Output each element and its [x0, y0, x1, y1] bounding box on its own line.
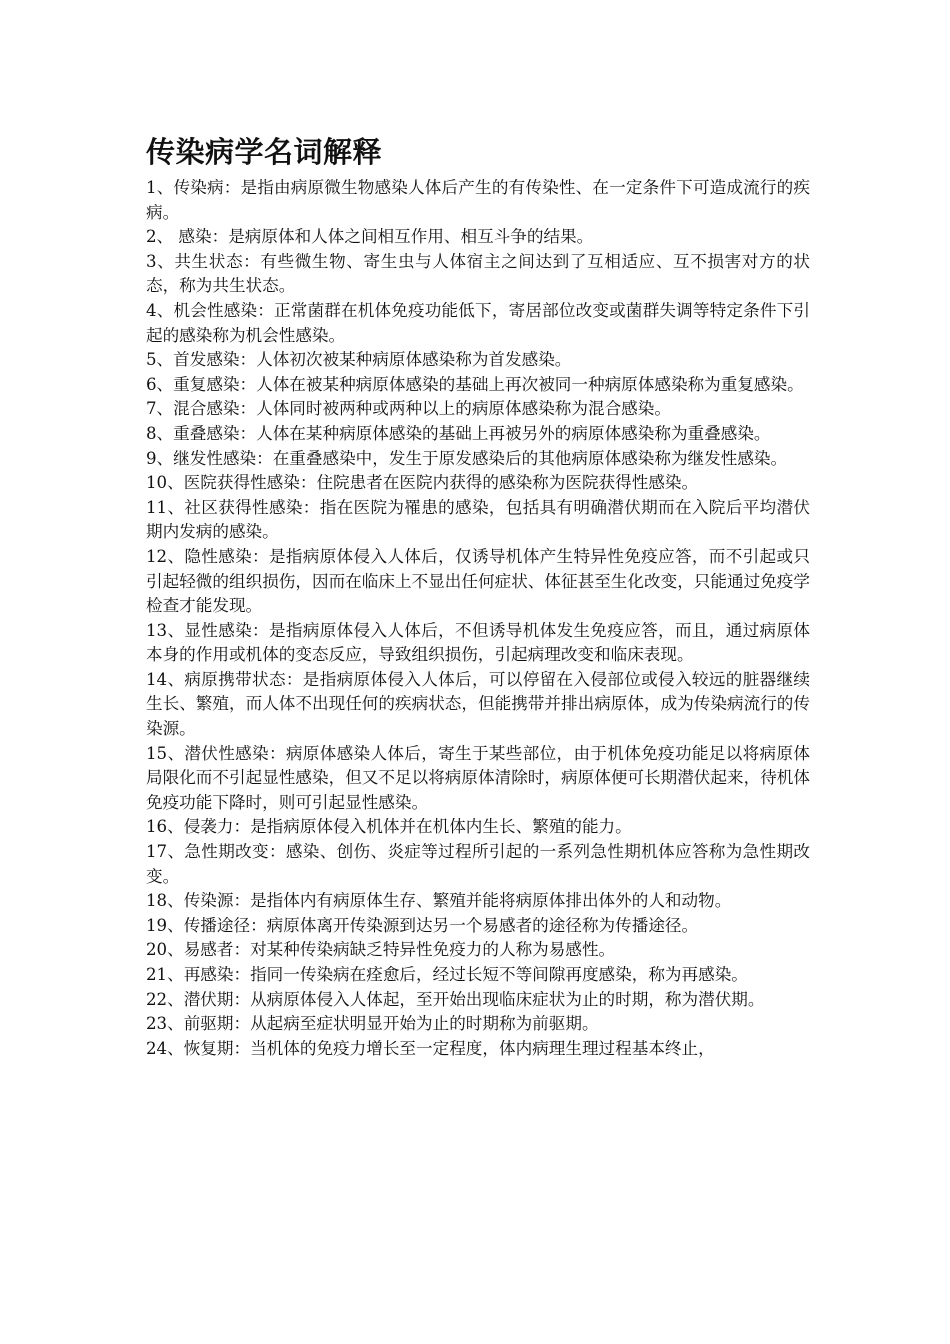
definition-item: 12、隐性感染：是指病原体侵入人体后，仅诱导机体产生特异性免疫应答，而不引起或只引起轻微的组织损伤，因而在临床上不显出任何症状、体征甚至生化改变，只能通过免疫学检查才能发现。 — [146, 546, 810, 616]
definition-item: 14、病原携带状态：是指病原体侵入人体后，可以停留在入侵部位或侵入较远的脏器继续生长、繁殖，而人体不出现任何的疾病状态，但能携带并排出病原体，成为传染病流行的传染源。 — [146, 669, 810, 739]
definition-item: 5、首发感染：人体初次被某种病原体感染称为首发感染。 — [146, 350, 572, 370]
definition-item: 3、共生状态：有些微生物、寄生虫与人体宿主之间达到了互相适应、互不损害对方的状态，称为共生状态。 — [146, 251, 810, 296]
definition-item: 7、混合感染：人体同时被两种或两种以上的病原体感染称为混合感染。 — [146, 399, 671, 419]
definition-item: 9、继发性感染：在重叠感染中，发生于原发感染后的其他病原体感染称为继发性感染。 — [146, 448, 788, 468]
definition-item: 4、机会性感染：正常菌群在机体免疫功能低下，寄居部位改变或菌群失调等特定条件下引起的感染称为机会性感染。 — [146, 300, 810, 345]
definition-item: 16、侵袭力：是指病原体侵入机体并在机体内生长、繁殖的能力。 — [146, 817, 632, 837]
definition-item: 10、医院获得性感染：住院患者在医院内获得的感染称为医院获得性感染。 — [146, 473, 699, 493]
definition-item: 11、社区获得性感染：指在医院为罹患的感染，包括具有明确潜伏期而在入院后平均潜伏期内发病的感染。 — [146, 497, 810, 542]
definition-item: 19、传播途径：病原体离开传染源到达另一个易感者的途径称为传播途径。 — [146, 915, 699, 935]
definition-item: 1、传染病：是指由病原微生物感染人体后产生的有传染性、在一定条件下可造成流行的疾病。 — [146, 178, 810, 222]
definition-item: 24、恢复期：当机体的免疫力增长至一定程度，体内病理生理过程基本终止， — [146, 1038, 715, 1058]
definition-item: 21、再感染：指同一传染病在痊愈后，经过长短不等间隙再度感染，称为再感染。 — [146, 965, 748, 984]
definition-item: 20、易感者：对某种传染病缺乏特异性免疫力的人称为易感性。 — [146, 940, 616, 960]
definition-item: 2、 感染：是病原体和人体之间相互作用、相互斗争的结果。 — [146, 227, 594, 247]
definition-item: 8、重叠感染：人体在某种病原体感染的基础上再被另外的病原体感染称为重叠感染。 — [146, 423, 771, 443]
definition-item: 13、显性感染：是指病原体侵入人体后，不但诱导机体发生免疫应答，而且，通过病原体本身的作用或机体的变态反应，导致组织损伤，引起病理改变和临床表现。 — [146, 620, 810, 665]
definition-item: 6、重复感染：人体在被某种病原体感染的基础上再次被同一种病原体感染称为重复感染。 — [146, 374, 804, 394]
definition-item: 17、急性期改变：感染、创伤、炎症等过程所引起的一系列急性期机体应答称为急性期改变。 — [146, 842, 810, 886]
definition-item: 23、前驱期：从起病至症状明显开始为止的时期称为前驱期。 — [146, 1014, 599, 1034]
definition-item: 15、潜伏性感染：病原体感染人体后，寄生于某些部位，由于机体免疫功能足以将病原体局限化而不引起显性感染，但又不足以将病原体清除时，病原体便可长期潜伏起来，待机体免疫功能下降时，则可引起显性感染。 — [146, 743, 810, 812]
definition-item: 18、传染源：是指体内有病原体生存、繁殖并能将病原体排出体外的人和动物。 — [146, 891, 732, 911]
definition-list — [146, 176, 810, 1061]
document-title: 传染病学名词解释 — [146, 135, 383, 169]
definition-item: 22、潜伏期：从病原体侵入人体起，至开始出现临床症状为止的时期，称为潜伏期。 — [146, 989, 765, 1009]
